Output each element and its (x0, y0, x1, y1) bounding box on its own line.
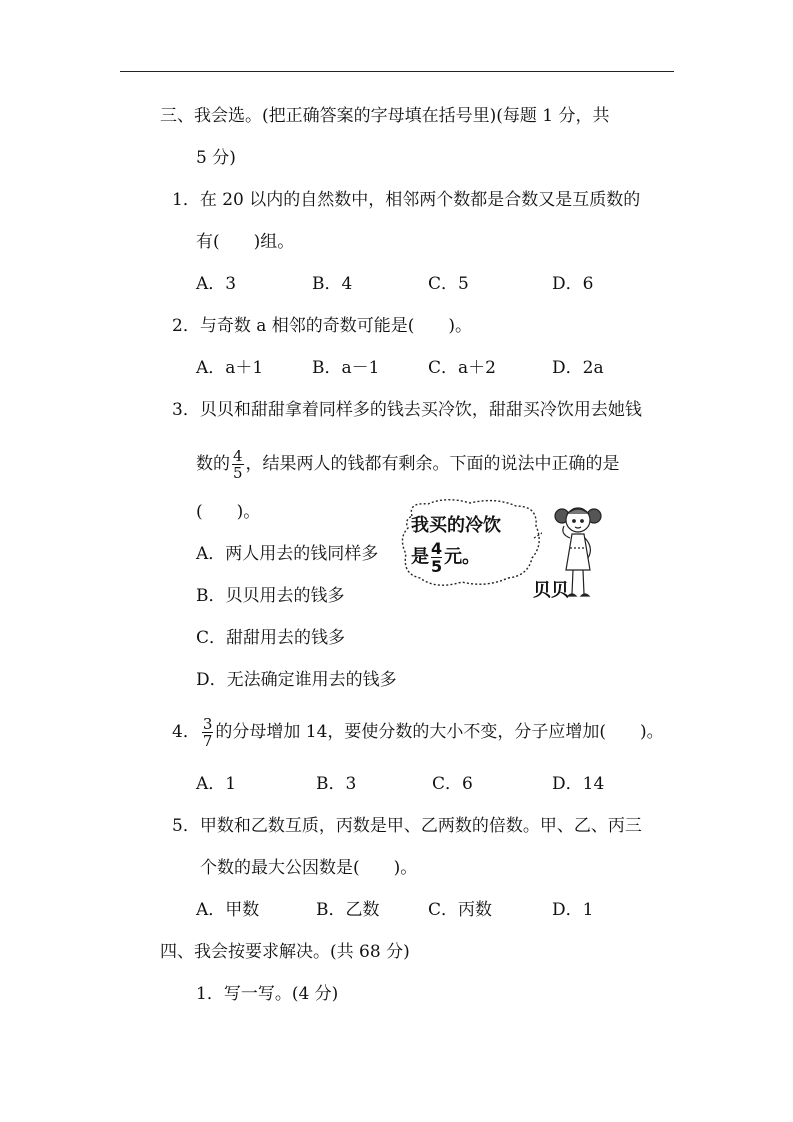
question-5-line2: 个数的最大公因数是( )。 (200, 858, 418, 878)
header-rule (120, 71, 674, 72)
question-3-line2-prefix: 数的 (196, 454, 230, 474)
question-1-option-b: B．4 (312, 274, 353, 294)
question-1-option-d: D．6 (552, 274, 594, 294)
question-4-suffix: 的分母增加 14，要使分数的大小不变，分子应增加( )。 (215, 722, 664, 742)
question-5-option-c: C．丙数 (428, 900, 493, 920)
question-4-option-c: C．6 (432, 774, 473, 794)
question-2-option-b: B．a－1 (312, 358, 380, 378)
question-3-line3: ( )。 (196, 502, 261, 522)
girl-name-label: 贝贝 (533, 580, 569, 601)
question-5-line1: 5．甲数和乙数互质，丙数是甲、乙两数的倍数。甲、乙、丙三 (172, 816, 642, 836)
speech-bubble-suffix: 元。 (444, 546, 481, 568)
question-1-option-c: C．5 (428, 274, 469, 294)
section3-title-line2: 5 分) (196, 148, 236, 168)
question-3-option-b: B．贝贝用去的钱多 (196, 586, 345, 606)
question-4-option-a: A．1 (196, 774, 237, 794)
speech-bubble-text (411, 512, 536, 575)
fraction-three-sevenths (202, 716, 214, 749)
question-4-option-b: B．3 (316, 774, 357, 794)
question-5-option-d: D．1 (552, 900, 594, 920)
question-3-option-a: A．两人用去的钱同样多 (196, 544, 379, 564)
fraction-four-fifths (232, 448, 244, 481)
question-3-option-d: D．无法确定谁用去的钱多 (196, 670, 397, 690)
question-4-option-d: D．14 (552, 774, 605, 794)
fraction-numerator: 3 (202, 715, 213, 733)
question-5-option-b: B．乙数 (316, 900, 380, 920)
question-4-line1 (172, 712, 664, 752)
question-2-option-a: A．a＋1 (196, 358, 264, 378)
bubble-fraction-denominator: 5 (431, 557, 443, 576)
fraction-denominator: 7 (202, 732, 213, 750)
fraction-denominator: 5 (233, 464, 243, 482)
bubble-fraction-numerator: 4 (431, 539, 443, 558)
question-2-line1: 2．与奇数 a 相邻的奇数可能是( )。 (172, 316, 473, 336)
question-2-option-c: C．a＋2 (428, 358, 496, 378)
section3-title-line1: 三、我会选。(把正确答案的字母填在括号里)(每题 1 分，共 (160, 106, 610, 126)
question-1-option-a: A．3 (196, 274, 237, 294)
bubble-fraction (431, 540, 442, 575)
question-1-line1: 1．在 20 以内的自然数中，相邻两个数都是合数又是互质数的 (172, 190, 641, 210)
speech-bubble-prefix: 是 (411, 546, 429, 568)
question-2-option-d: D．2a (552, 358, 604, 378)
question-3-line2 (196, 444, 620, 484)
question-4-prefix: 4． (172, 722, 200, 742)
section4-subquestion-1: 1．写一写。(4 分) (196, 984, 339, 1004)
fraction-numerator: 4 (233, 447, 243, 465)
question-3-line1: 3．贝贝和甜甜拿着同样多的钱去买冷饮，甜甜买冷饮用去她钱 (172, 400, 642, 420)
question-3-line2-suffix: ，结果两人的钱都有剩余。下面的说法中正确的是 (245, 454, 620, 474)
question-3-option-c: C．甜甜用去的钱多 (196, 628, 346, 648)
question-1-line2: 有( )组。 (196, 232, 295, 252)
section4-title: 四、我会按要求解决。(共 68 分) (160, 942, 410, 962)
question-5-option-a: A．甲数 (196, 900, 260, 920)
speech-bubble-line2 (411, 540, 536, 575)
speech-bubble-line1: 我买的冷饮 (411, 515, 501, 536)
